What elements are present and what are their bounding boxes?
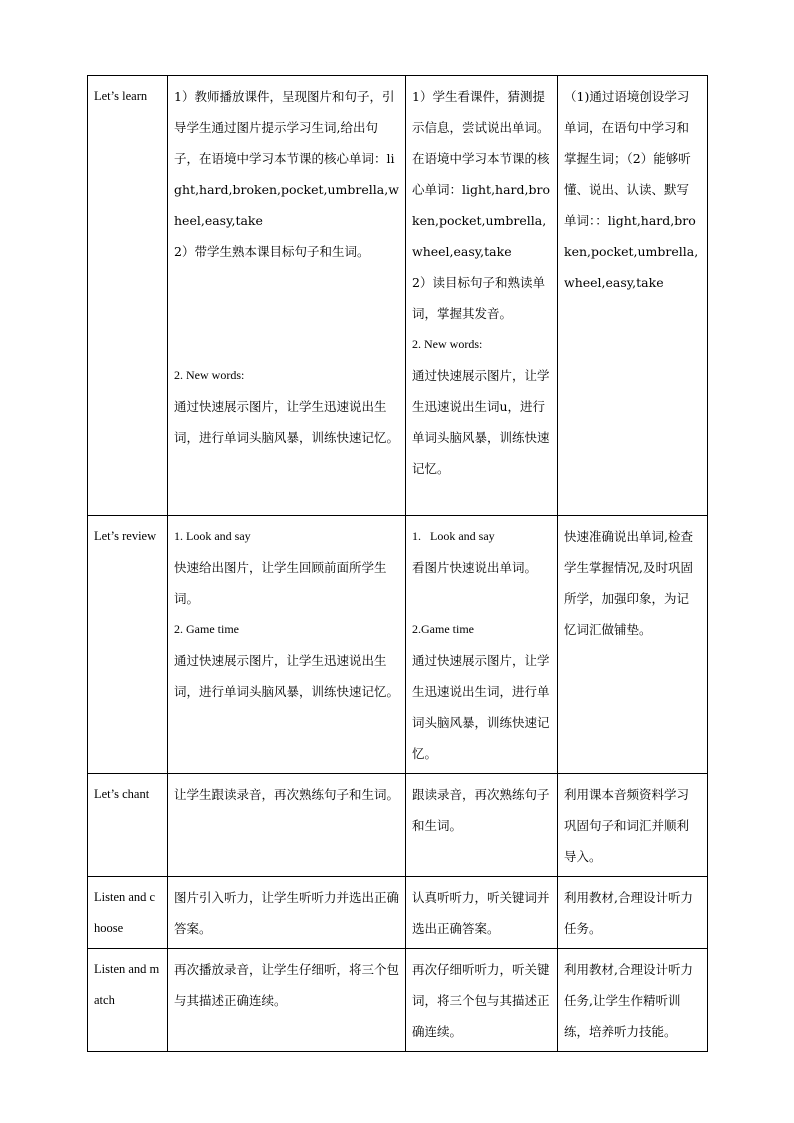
- teacher-activity-text: 1）教师播放课件，呈现图片和句子，引导学生通过图片提示学习生词,给出句子，在语境中学习本节课的核心单词：light,hard,broken,pocket,umbrella,wheel,easy,take: [174, 89, 399, 228]
- purpose-text: （1)通过语境创设学习单词，在语句中学习和掌握生词；（2）能够听懂、说出、认读、默写单词：：light,hard,broken,pocket,umbrella,wheel,easy,take: [564, 89, 699, 290]
- student-activity-text: 认真听听力，听关键词并选出正确答案。: [412, 890, 550, 936]
- student-activity-text: 2.Game time: [412, 622, 474, 636]
- table-row: [88, 877, 708, 949]
- student-activity-cell: [406, 949, 558, 1052]
- teacher-activity-cell: [168, 774, 406, 877]
- purpose-text: 快速准确说出单词,检查学生掌握情况,及时巩固所学，加强印象，为记忆词汇做铺垫。: [564, 529, 693, 637]
- teacher-activity-cell: [168, 516, 406, 774]
- stage-label: Listen and choose: [94, 890, 156, 935]
- purpose-cell: [558, 516, 708, 774]
- stage-label: Let’s review: [94, 529, 157, 543]
- teacher-activity-text: 2）带学生熟本课目标句子和生词。: [174, 244, 370, 259]
- purpose-text: 利用教材,合理设计听力任务。: [564, 890, 693, 936]
- stage-label: Let’s chant: [94, 787, 150, 801]
- student-activity-text: 2）读目标句子和熟读单词，掌握其发音。: [412, 275, 545, 321]
- stage-label: Listen and match: [94, 962, 160, 1007]
- teacher-activity-text: [174, 298, 399, 329]
- student-activity-text: 跟读录音，再次熟练句子和生词。: [412, 787, 550, 833]
- teacher-activity-text: 让学生跟读录音，再次熟练句子和生词。: [174, 787, 400, 802]
- student-activity-text: 通过快速展示图片，让学生迅速说出生词，进行单词头脑风暴，训练快速记忆。: [412, 653, 550, 761]
- teacher-activity-text: 再次播放录音，让学生仔细听，将三个包与其描述正确连续。: [174, 962, 400, 1008]
- stage-cell: [88, 877, 168, 949]
- teacher-activity-text: 通过快速展示图片，让学生迅速说出生词，进行单词头脑风暴，训练快速记忆。: [174, 399, 400, 445]
- teacher-activity-text: [174, 329, 399, 360]
- table-row: [88, 516, 708, 774]
- student-activity-cell: [406, 774, 558, 877]
- teacher-activity-text: 1. Look and say: [174, 529, 251, 543]
- stage-cell: [88, 949, 168, 1052]
- teacher-activity-text: [174, 267, 399, 298]
- teacher-activity-text: 2. Game time: [174, 622, 239, 636]
- student-activity-text: 1）学生看课件，猜测提示信息，尝试说出单词。在语境中学习本节课的核心单词：light,hard,broken,pocket,umbrella,wheel,easy,take: [412, 89, 551, 259]
- student-activity-text: [412, 583, 551, 614]
- stage-cell: [88, 516, 168, 774]
- purpose-cell: [558, 76, 708, 516]
- purpose-cell: [558, 877, 708, 949]
- purpose-cell: [558, 949, 708, 1052]
- student-activity-text: 通过快速展示图片，让学生迅速说出生词u，进行单词头脑风暴，训练快速记忆。: [412, 368, 550, 476]
- student-activity-text: 1. Look and say: [412, 529, 495, 543]
- teacher-activity-cell: [168, 877, 406, 949]
- student-activity-cell: [406, 877, 558, 949]
- student-activity-text: 2. New words:: [412, 337, 483, 351]
- purpose-text: 利用教材,合理设计听力任务,让学生作精听训练，培养听力技能。: [564, 962, 693, 1039]
- teacher-activity-text: 2. New words:: [174, 368, 245, 382]
- student-activity-text: 看图片快速说出单词。: [412, 560, 538, 575]
- teacher-activity-cell: [168, 949, 406, 1052]
- stage-cell: [88, 76, 168, 516]
- stage-cell: [88, 774, 168, 877]
- student-activity-cell: [406, 516, 558, 774]
- student-activity-text: 再次仔细听听力，听关键词，将三个包与其描述正确连续。: [412, 962, 550, 1039]
- teacher-activity-cell: [168, 76, 406, 516]
- student-activity-cell: [406, 76, 558, 516]
- table-row: [88, 76, 708, 516]
- lesson-plan-body: [88, 76, 708, 1052]
- purpose-text: 利用课本音频资料学习巩固句子和词汇并顺利导入。: [564, 787, 690, 864]
- table-row: [88, 774, 708, 877]
- lesson-plan-table: [87, 75, 708, 1052]
- table-row: [88, 949, 708, 1052]
- teacher-activity-text: 通过快速展示图片，让学生迅速说出生词，进行单词头脑风暴，训练快速记忆。: [174, 653, 400, 699]
- purpose-cell: [558, 774, 708, 877]
- stage-label: Let’s learn: [94, 89, 148, 103]
- teacher-activity-text: 图片引入听力，让学生听听力并选出正确答案。: [174, 890, 400, 936]
- teacher-activity-text: 快速给出图片，让学生回顾前面所学生词。: [174, 560, 387, 606]
